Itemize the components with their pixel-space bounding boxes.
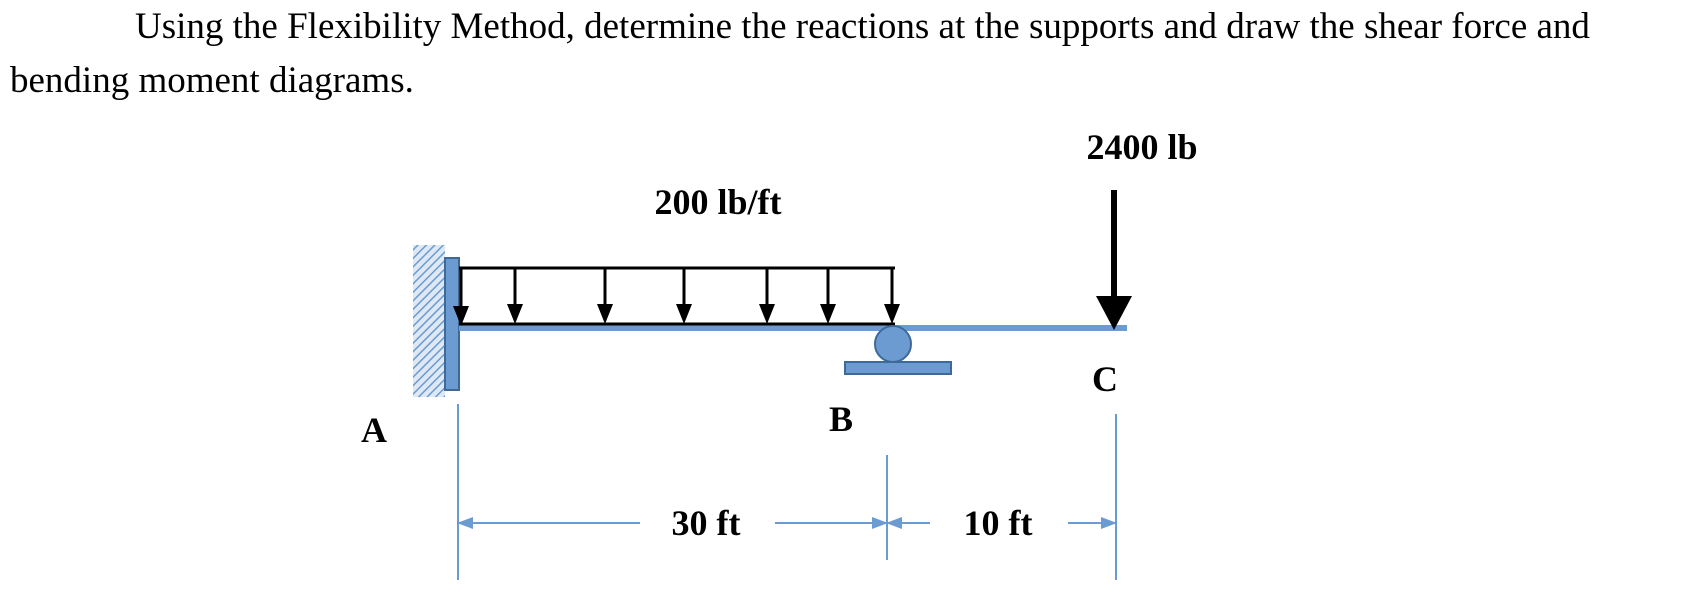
load-arrow bbox=[820, 268, 836, 324]
label-c: C bbox=[1092, 359, 1118, 399]
problem-statement: Using the Flexibility Method, determine the reactions at the supports and draw the shear force and bending moment diagrams. bbox=[10, 6, 1590, 101]
distributed-load-label: 200 lb/ft bbox=[654, 182, 782, 222]
load-arrow bbox=[507, 268, 523, 324]
span-bc-label: 10 ft bbox=[963, 503, 1033, 543]
point-load-arrow bbox=[1096, 190, 1132, 330]
roller-support bbox=[875, 326, 911, 362]
roller-base bbox=[845, 362, 951, 374]
distributed-load bbox=[453, 268, 900, 326]
label-a: A bbox=[361, 410, 387, 450]
load-arrow bbox=[759, 268, 775, 324]
load-arrow bbox=[597, 268, 613, 324]
label-b: B bbox=[828, 399, 854, 439]
fixed-wall-hatch bbox=[413, 245, 445, 397]
span-ab-label: 30 ft bbox=[671, 503, 741, 543]
load-arrow bbox=[676, 268, 692, 324]
load-arrow bbox=[884, 268, 900, 324]
point-load-label: 2400 lb bbox=[1086, 127, 1198, 167]
fixed-support-plate bbox=[445, 258, 459, 390]
